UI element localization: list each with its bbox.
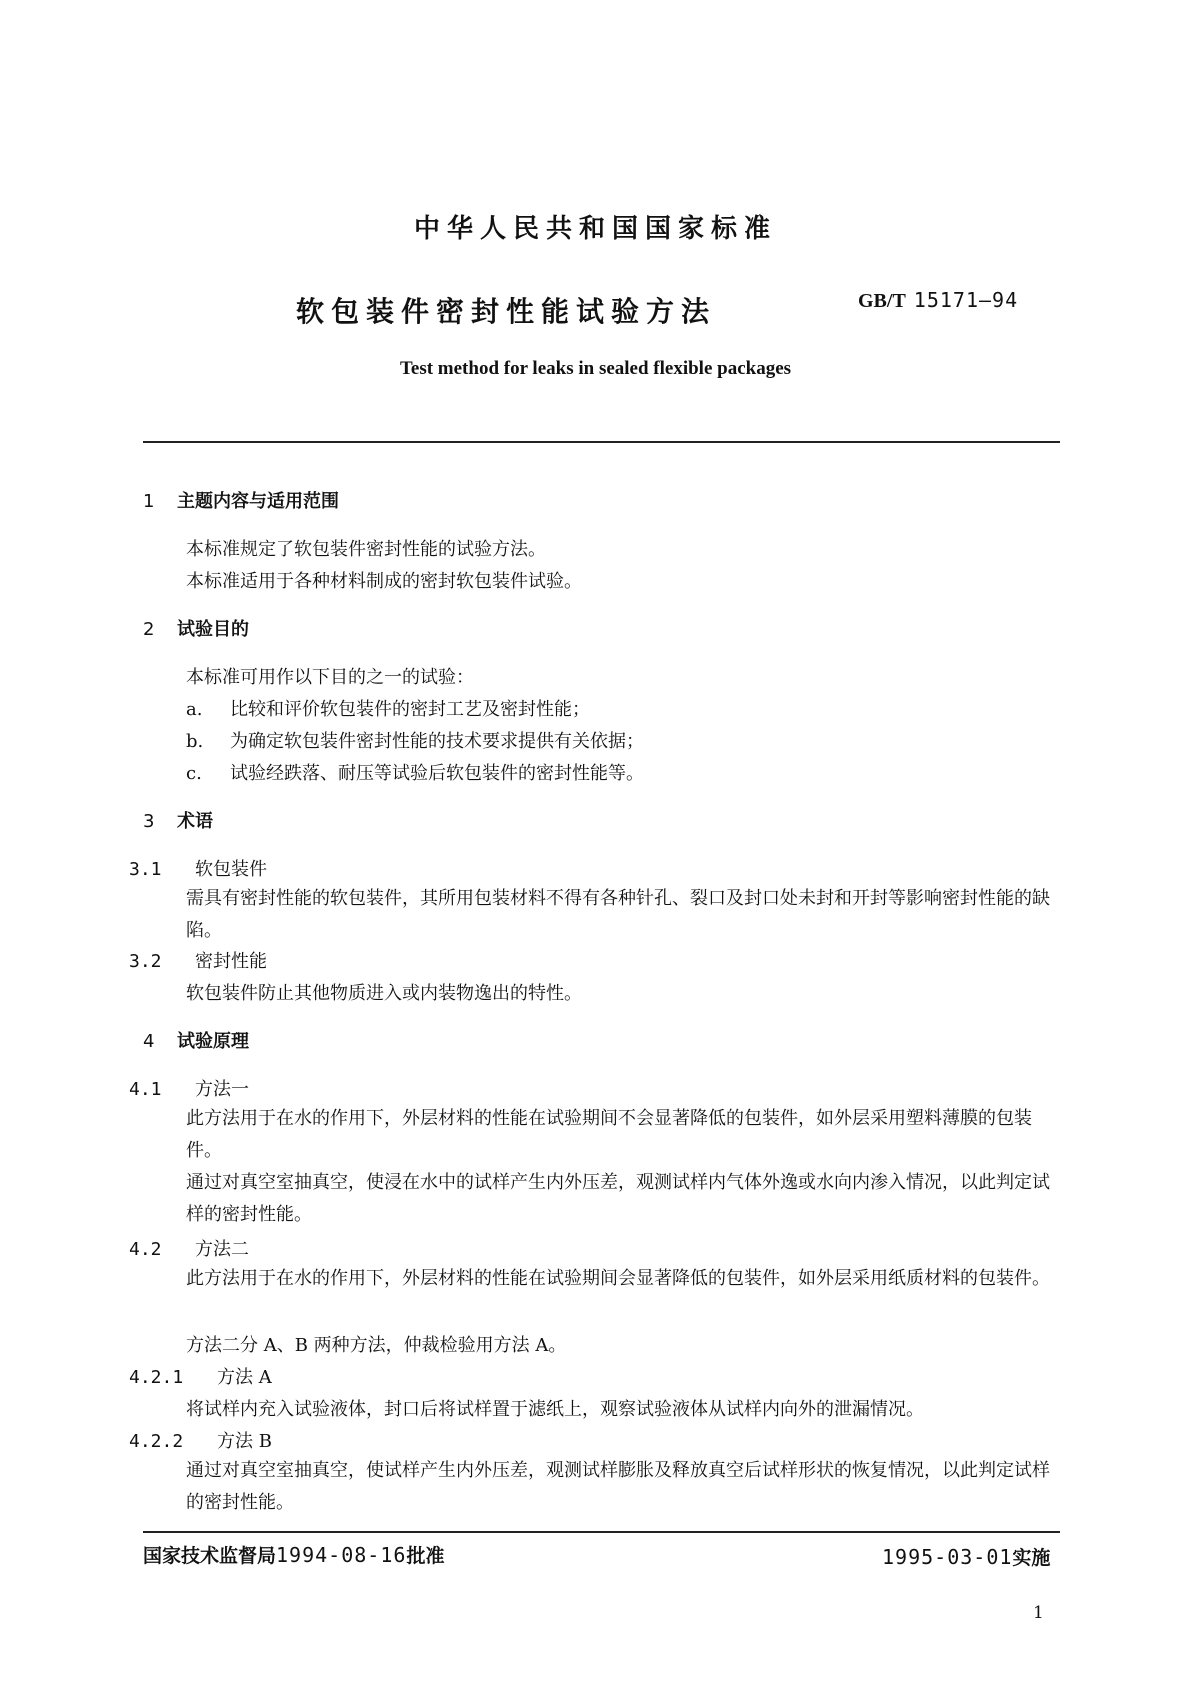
paragraph: 本标准可用作以下目的之一的试验： xyxy=(186,667,474,688)
approval-label: 批准 xyxy=(406,1545,445,1567)
standard-code xyxy=(858,288,1018,313)
section-title: 主题内容与适用范围 xyxy=(177,491,339,512)
list-marker: b. xyxy=(186,731,204,752)
subsection-4-2-heading xyxy=(129,1235,249,1261)
paragraph: 通过对真空室抽真空，使浸在水中的试样产生内外压差，观测试样内气体外逸或水向内渗入情况，以此判定试样的密封性能。 xyxy=(186,1172,1050,1225)
paragraph: 将试样内充入试验液体，封口后将试样置于滤纸上，观察试验液体从试样内向外的泄漏情况。 xyxy=(186,1399,924,1420)
paragraph: 方法二分 A、B 两种方法，仲裁检验用方法 A。 xyxy=(186,1335,567,1356)
paragraph: 需具有密封性能的软包装件，其所用包装材料不得有各种针孔、裂口及封口处未封和开封等影响密封性能的缺陷。 xyxy=(186,888,1050,941)
implementation-date: 1995-03-01 xyxy=(882,1545,1013,1569)
page-number: 1 xyxy=(1033,1603,1044,1623)
subsection-4-1-heading xyxy=(129,1075,249,1101)
list-marker: a. xyxy=(186,699,203,720)
paragraph: 软包装件防止其他物质进入或内装物逸出的特性。 xyxy=(186,983,582,1004)
approval-line xyxy=(143,1541,444,1568)
list-item xyxy=(186,727,644,753)
section-title: 术语 xyxy=(177,811,213,832)
section-2-heading xyxy=(143,615,249,641)
list-text: 为确定软包装件密封性能的技术要求提供有关依据； xyxy=(230,731,644,752)
header-divider xyxy=(143,441,1060,443)
subsection-title: 软包装件 xyxy=(195,859,267,880)
list-item xyxy=(186,759,644,785)
subsection-number: 3.1 xyxy=(129,859,162,880)
list-text: 试验经跌落、耐压等试验后软包装件的密封性能等。 xyxy=(230,763,644,784)
document-title-en: Test method for leaks in sealed flexible packages xyxy=(399,358,792,379)
list-marker: c. xyxy=(186,763,202,784)
implementation-line xyxy=(882,1543,1050,1570)
subsection-title: 方法 B xyxy=(217,1431,272,1452)
document-title-cn: 软包装件密封性能试验方法 xyxy=(296,295,717,328)
approval-date: 1994-08-16 xyxy=(276,1543,407,1567)
section-4-heading xyxy=(143,1027,249,1053)
paragraph: 通过对真空室抽真空，使试样产生内外压差，观测试样膨胀及释放真空后试样形状的恢复情况，以此判定试样的密封性能。 xyxy=(186,1460,1050,1513)
section-number: 3 xyxy=(143,811,155,832)
section-title: 试验原理 xyxy=(177,1031,249,1052)
paragraph: 此方法用于在水的作用下，外层材料的性能在试验期间不会显著降低的包装件，如外层采用塑料薄膜的包装件。 xyxy=(186,1108,1032,1161)
section-title: 试验目的 xyxy=(177,619,249,640)
list-item xyxy=(186,695,590,721)
section-number: 1 xyxy=(143,491,155,512)
approval-org: 国家技术监督局 xyxy=(143,1545,277,1567)
footer-divider xyxy=(143,1531,1060,1533)
paragraph: 本标准适用于各种材料制成的密封软包装件试验。 xyxy=(186,571,582,592)
section-3-heading xyxy=(143,807,213,833)
subsection-number: 4.2.2 xyxy=(129,1431,184,1452)
subsection-4-2-1-heading xyxy=(129,1363,272,1389)
subsection-title: 方法一 xyxy=(195,1079,249,1100)
list-text: 比较和评价软包装件的密封工艺及密封性能； xyxy=(230,699,590,720)
standard-code-number: 15171—94 xyxy=(913,288,1019,312)
subsection-number: 4.2.1 xyxy=(129,1367,184,1388)
subsection-4-2-2-heading xyxy=(129,1427,272,1453)
implementation-label: 实施 xyxy=(1012,1547,1051,1569)
paragraph: 此方法用于在水的作用下，外层材料的性能在试验期间会显著降低的包装件，如外层采用纸质材料的包装件。 xyxy=(186,1268,1050,1289)
national-standard-heading: 中华人民共和国国家标准 xyxy=(413,214,777,244)
subsection-number: 4.2 xyxy=(129,1239,162,1260)
section-number: 2 xyxy=(143,619,155,640)
subsection-number: 4.1 xyxy=(129,1079,162,1100)
section-number: 4 xyxy=(143,1031,155,1052)
subsection-number: 3.2 xyxy=(129,951,162,972)
subsection-3-2-heading xyxy=(129,947,267,973)
standard-code-prefix: GB/T xyxy=(858,290,906,312)
paragraph: 本标准规定了软包装件密封性能的试验方法。 xyxy=(186,539,546,560)
subsection-title: 方法 A xyxy=(217,1367,272,1388)
section-1-heading xyxy=(143,487,339,513)
subsection-title: 密封性能 xyxy=(195,951,267,972)
subsection-3-1-heading xyxy=(129,855,267,881)
subsection-title: 方法二 xyxy=(195,1239,249,1260)
